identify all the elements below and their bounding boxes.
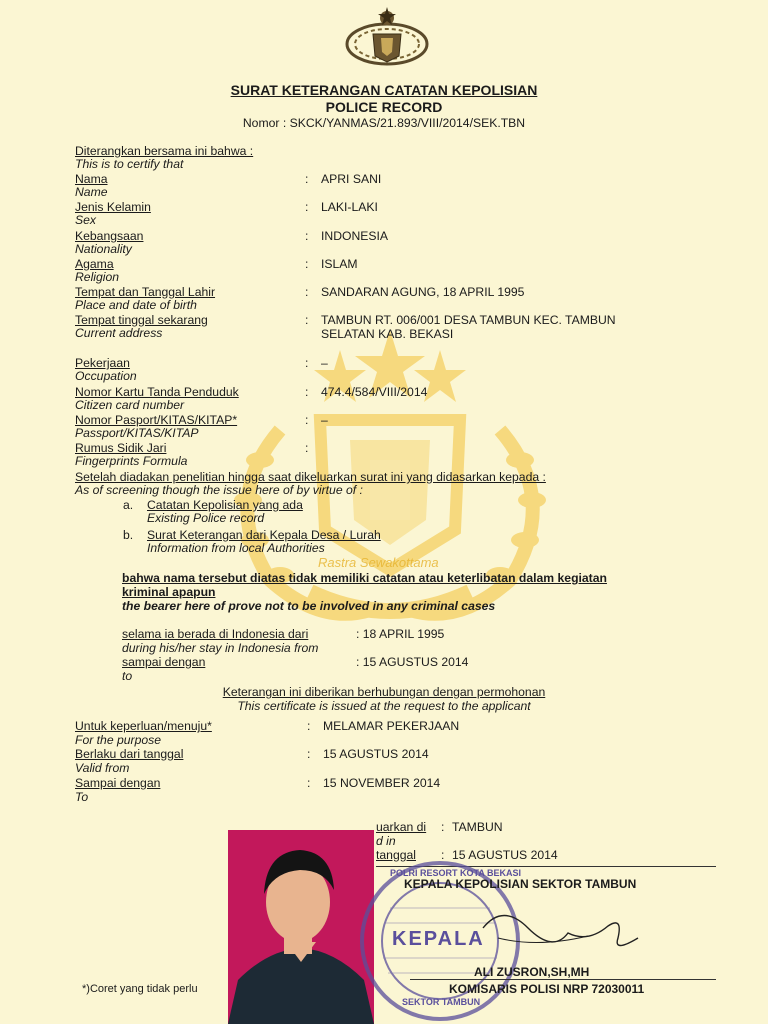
issued-place-label-en: d in	[376, 834, 396, 848]
purpose-value: MELAMAR PEKERJAAN	[323, 719, 460, 733]
valid-from-value: 15 AGUSTUS 2014	[323, 747, 429, 761]
field-value-occupation: –	[321, 356, 328, 370]
purpose-label-en: For the purpose	[75, 733, 162, 747]
field-label: Tempat tinggal sekarang	[75, 313, 208, 327]
field-label-en: Sex	[75, 213, 97, 227]
purpose-label: Untuk keperluan/menuju*	[75, 719, 212, 733]
police-emblem-icon	[343, 4, 431, 68]
screening-item-label: Catatan Kepolisian yang ada	[147, 498, 303, 512]
screening-item-letter: b.	[123, 528, 134, 542]
field-value-sex: LAKI-LAKI	[321, 200, 378, 214]
field-label: Nama	[75, 172, 108, 186]
valid-to-colon: :	[307, 776, 311, 790]
signature-rank: KOMISARIS POLISI NRP 72030011	[449, 982, 645, 996]
field-value-birth: SANDARAN AGUNG, 18 APRIL 1995	[321, 285, 525, 299]
field-colon: :	[305, 441, 309, 455]
stay-from-value: : 18 APRIL 1995	[356, 627, 445, 641]
signature-divider	[410, 979, 716, 980]
issued-date-label: tanggal	[376, 848, 416, 862]
stay-to-label-en: to	[122, 669, 133, 683]
field-label: Agama	[75, 257, 114, 271]
signature-mark	[478, 898, 648, 958]
document-subtitle: POLICE RECORD	[325, 99, 443, 115]
field-label: Nomor Kartu Tanda Penduduk	[75, 385, 239, 399]
watermark-motto: Rastra Sewakottama	[318, 555, 439, 570]
valid-to-label-en: To	[75, 790, 89, 804]
field-label: Tempat dan Tanggal Lahir	[75, 285, 216, 299]
footnote: *)Coret yang tidak perlu	[82, 983, 198, 995]
field-value-name: APRI SANI	[321, 172, 382, 186]
issued-place-value: TAMBUN	[452, 820, 503, 834]
field-label-en: Occupation	[75, 369, 137, 383]
field-colon: :	[305, 257, 309, 271]
signature-name: ALI ZUSRON,SH,MH	[474, 965, 590, 979]
valid-from-colon: :	[307, 747, 311, 761]
field-label-en: Place and date of birth	[75, 298, 197, 312]
field-colon: :	[305, 172, 309, 186]
document-title: SURAT KETERANGAN CATATAN KEPOLISIAN	[230, 82, 538, 98]
field-label-en: Current address	[75, 326, 163, 340]
field-label: Kebangsaan	[75, 229, 144, 243]
field-label-en: Passport/KITAS/KITAP	[75, 426, 199, 440]
stay-to-label: sampai dengan	[122, 655, 206, 669]
intro-label-en: This is to certify that	[75, 157, 184, 171]
issued-colon: :	[441, 848, 445, 862]
statement-en: the bearer here of prove not to be involved in any criminal cases	[122, 599, 496, 613]
statement-line1: bahwa nama tersebut diatas tidak memiliki catatan atau keterlibatan dalam kegiatan	[122, 571, 607, 585]
statement-line2: kriminal apapun	[122, 585, 216, 599]
issued-colon: :	[441, 820, 445, 834]
valid-to-value: 15 NOVEMBER 2014	[323, 776, 441, 790]
valid-from-label-en: Valid from	[75, 761, 130, 775]
stay-from-label-en: during his/her stay in Indonesia from	[122, 641, 319, 655]
screening-item-label: Surat Keterangan dari Kepala Desa / Lurah	[147, 528, 381, 542]
issued-place-label: uarkan di	[376, 820, 427, 834]
field-colon: :	[305, 200, 309, 214]
field-colon: :	[305, 285, 309, 299]
field-value-address: TAMBUN RT. 006/001 DESA TAMBUN KEC. TAMBUN	[321, 313, 616, 327]
field-colon: :	[305, 413, 309, 427]
field-label: Rumus Sidik Jari	[75, 441, 167, 455]
field-label: Pekerjaan	[75, 356, 130, 370]
field-label-en: Religion	[75, 270, 120, 284]
intro-label: Diterangkan bersama ini bahwa :	[75, 144, 254, 158]
stamp-ring-bottom: SEKTOR TAMBUN	[402, 997, 481, 1007]
screening-text: Setelah diadakan penelitian hingga saat dikeluarkan surat ini yang didasarkan kepada :	[75, 470, 546, 484]
field-value-religion: ISLAM	[321, 257, 358, 271]
field-colon: :	[305, 385, 309, 399]
stay-from-label: selama ia berada di Indonesia dari	[122, 627, 309, 641]
issued-date-value: 15 AGUSTUS 2014	[452, 848, 558, 862]
field-label-en: Fingerprints Formula	[75, 454, 188, 468]
document-number: Nomor : SKCK/YANMAS/21.893/VIII/2014/SEK.TBN	[242, 116, 526, 130]
field-value-address-line2: SELATAN KAB. BEKASI	[321, 327, 454, 341]
field-label: Nomor Pasport/KITAS/KITAP*	[75, 413, 238, 427]
purpose-colon: :	[307, 719, 311, 733]
screening-item-label-en: Information from local Authorities	[147, 541, 325, 555]
request-text-en: This certificate is issued at the request to the applicant	[237, 699, 531, 713]
field-label: Jenis Kelamin	[75, 200, 151, 214]
field-colon: :	[305, 356, 309, 370]
field-label-en: Nationality	[75, 242, 132, 256]
field-colon: :	[305, 313, 309, 327]
stay-to-value: : 15 AGUSTUS 2014	[356, 655, 469, 669]
valid-from-label: Berlaku dari tanggal	[75, 747, 184, 761]
field-label-en: Citizen card number	[75, 398, 185, 412]
field-value-id-card: 474.4/584/VIII/2014	[321, 385, 428, 399]
field-colon: :	[305, 229, 309, 243]
field-value-passport: –	[321, 413, 328, 427]
screening-text-en: As of screening though the issue here of by virtue of :	[75, 483, 363, 497]
screening-item-label-en: Existing Police record	[147, 511, 265, 525]
request-text: Keterangan ini diberikan berhubungan dengan permohonan	[222, 685, 546, 699]
screening-item-letter: a.	[123, 498, 134, 512]
field-label-en: Name	[75, 185, 108, 199]
stamp-ring-top: POLRI RESORT KOTA BEKASI	[390, 868, 522, 878]
signature-office: KEPALA KEPOLISIAN SEKTOR TAMBUN	[404, 877, 637, 891]
valid-to-label: Sampai dengan	[75, 776, 161, 790]
field-value-nationality: INDONESIA	[321, 229, 389, 243]
stamp-center-text: KEPALA	[392, 928, 485, 950]
